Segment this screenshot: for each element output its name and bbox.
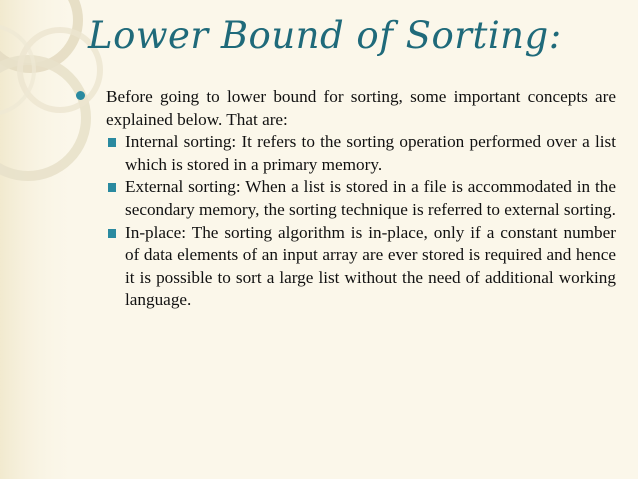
square-bullet-icon [108, 138, 116, 147]
bullet-text: Before going to lower bound for sorting, some important concepts are explained below. That are: [106, 87, 616, 129]
slide-content [90, 86, 616, 312]
square-bullet-icon [108, 183, 116, 192]
sub-bullet-text: In-place: The sorting algorithm is in-place, only if a constant number of data elements of an input array are ever stored is required and hence it is possible to sort a large list without the need of additional working language. [125, 222, 616, 310]
bullet-dot-icon [76, 91, 85, 100]
sub-bullet-external-sorting [106, 176, 616, 221]
sub-bullet-in-place [106, 222, 616, 312]
sub-bullet-text: Internal sorting: It refers to the sorting operation performed over a list which is stored in a primary memory. [125, 132, 616, 174]
slide-title: Lower Bound of Sorting: [88, 14, 562, 57]
bullet-item [90, 86, 616, 131]
square-bullet-icon [108, 229, 116, 238]
sub-bullet-text: External sorting: When a list is stored in a file is accommodated in the secondary memory, the sorting technique is referred to external sorting. [125, 177, 616, 219]
sub-bullet-list [90, 131, 616, 312]
sub-bullet-internal-sorting [106, 131, 616, 176]
